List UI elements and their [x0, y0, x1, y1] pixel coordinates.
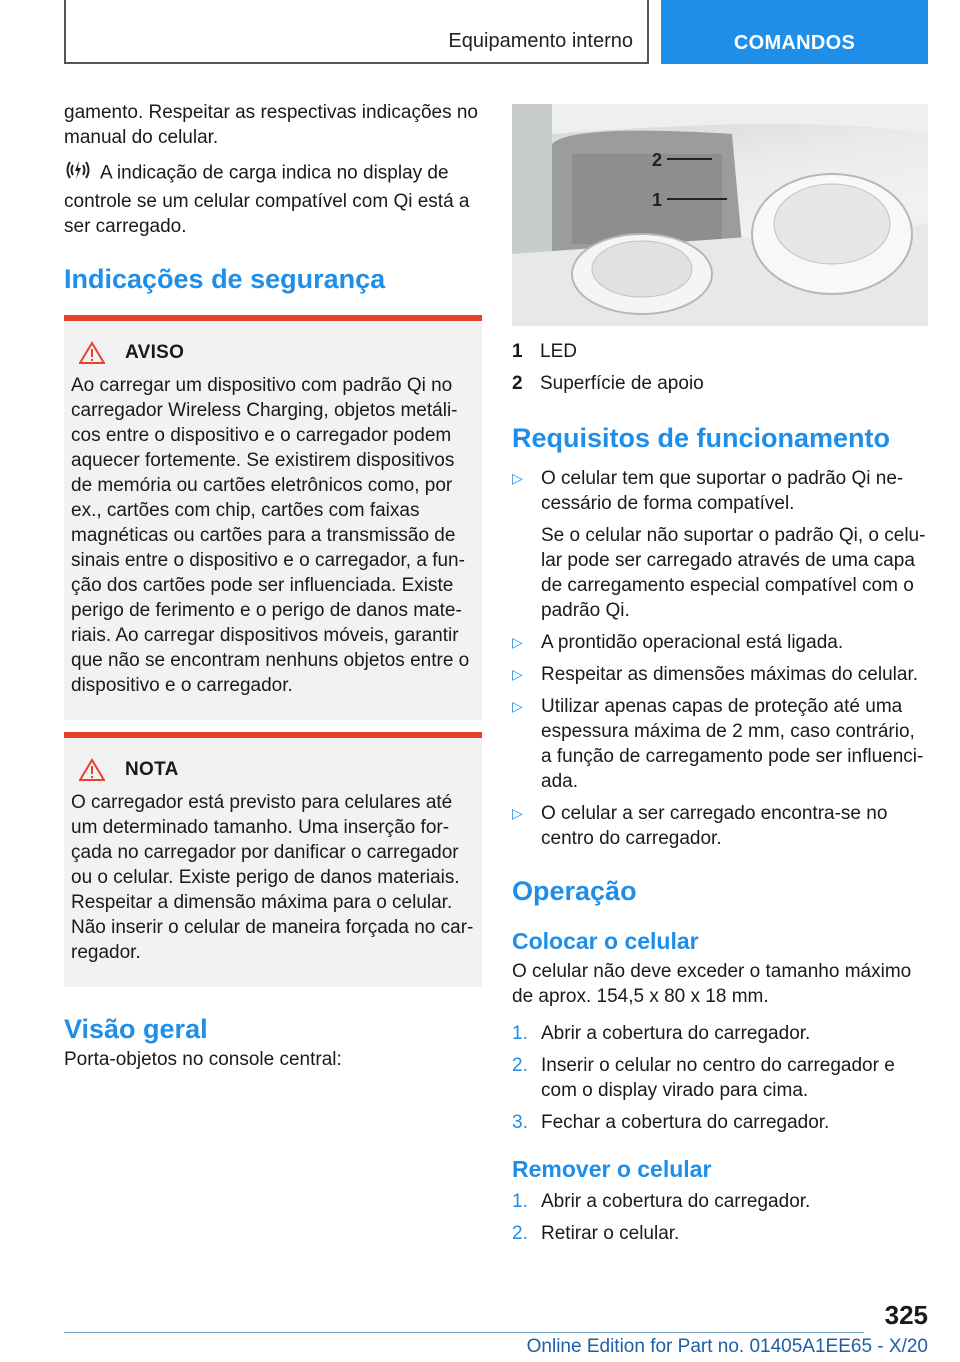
- charge-indicator-paragraph: [64, 158, 482, 239]
- wireless-charging-icon: [64, 158, 100, 189]
- list-item: 1. Abrir a cobertura do carregador.: [512, 1023, 811, 1044]
- chapter-title: COMANDOS: [733, 32, 856, 54]
- figure-legend: [512, 336, 928, 400]
- list-item: 3. Fechar a cobertura do carregador.: [512, 1112, 830, 1133]
- callout-1: 1: [652, 190, 663, 210]
- note-label: NOTA: [125, 759, 179, 780]
- warning-label: AVISO: [125, 342, 185, 363]
- triangle-bullet-icon: ▷: [512, 470, 523, 486]
- triangle-bullet-icon: ▷: [512, 666, 523, 682]
- note-text: O carregador está previsto para celulares até um determinado tamanho. Uma inserção forçada no carregador por danificar o carregador ou o celular. Existe perigo de danos materiais. Respeitar a dimensão máxima para o celular. Não inserir o celular de maneira forçada no carregador.: [71, 792, 474, 963]
- footer-divider: [64, 1332, 864, 1333]
- remove-steps-list: [512, 1189, 928, 1246]
- legend-item: 2 Superfície de apoio: [512, 373, 704, 394]
- callout-2: 2: [652, 150, 663, 170]
- triangle-bullet-icon: ▷: [512, 698, 523, 714]
- note-box: [64, 732, 482, 987]
- list-item: ▷ O celular a ser carregado encontra-se no centro do carregador.: [512, 803, 888, 849]
- place-phone-paragraph: O celular não deve exceder o tamanho máximo de aprox. 154,5 x 80 x 18 mm.: [512, 961, 912, 1007]
- chapter-tab: [661, 0, 928, 64]
- place-steps-list: [512, 1021, 928, 1135]
- list-item: ▷ Respeitar as dimensões máximas do celular.: [512, 664, 919, 685]
- warning-triangle-icon: [79, 341, 105, 365]
- list-item: ▷ A prontidão operacional está ligada.: [512, 632, 844, 653]
- page-number: 325: [884, 1300, 928, 1330]
- list-item: ▷ O celular tem que suportar o padrão Qi necessário de forma compatível. Se o celular não suportar o padrão Qi, o celular pode ser carregado através de uma capa de carregamento especial compatível com o padrão Qi.: [512, 468, 926, 621]
- section-title: Equipamento interno: [448, 30, 633, 52]
- place-phone-heading: Colocar o celular: [512, 928, 699, 954]
- console-illustration: [512, 104, 928, 326]
- overview-paragraph: Porta-objetos no console central:: [64, 1049, 342, 1070]
- section-tab: [64, 0, 649, 64]
- legend-item: 1 LED: [512, 341, 577, 362]
- requirements-heading: Requisitos de funcionamento: [512, 423, 891, 453]
- list-item: 2. Retirar o celular.: [512, 1223, 680, 1244]
- warning-box: [64, 315, 482, 720]
- list-item: ▷ Utilizar apenas capas de proteção até uma espessura máxima de 2 mm, caso contrário, a função de carregamento pode ser influenciada.: [512, 696, 924, 792]
- remove-phone-heading: Remover o celular: [512, 1156, 712, 1182]
- overview-heading: Visão geral: [64, 1014, 208, 1044]
- warning-triangle-icon: [79, 758, 105, 782]
- note-header: [71, 756, 475, 784]
- console-figure: [512, 104, 928, 326]
- safety-heading: Indicações de segurança: [64, 264, 386, 294]
- page-header: [64, 0, 928, 64]
- right-column: [512, 104, 928, 1253]
- warning-text: Ao carregar um dispositivo com padrão Qi no carregador Wireless Charging, objetos metálicos entre o dispositivo e o carregador podem aquecer fortemente. Se existirem dispositivos de memória ou cartões eletrônicos como, por ex., cartões com chip, cartões com faixas magnéticas ou cartões para a transmissão de sinais entre o dispositivo e o carregador, a função dos cartões pode ser influenciada. Existe perigo de ferimento e o perigo de danos materiais. Ao carregar dispositivos móveis, garantir que não se encontram nenhuns objetos entre o dispositivo e o carregador.: [71, 375, 470, 696]
- triangle-bullet-icon: ▷: [512, 634, 523, 650]
- list-item: 1. Abrir a cobertura do carregador.: [512, 1191, 811, 1212]
- footer-edition-text: Online Edition for Part no. 01405A1EE65 - X/20: [526, 1336, 928, 1357]
- operation-heading: Operação: [512, 876, 637, 906]
- charge-indicator-text: A indicação de carga indica no display de controle se um celular compatível com Qi está a ser carregado.: [64, 162, 470, 237]
- list-item: 2. Inserir o celular no centro do carregador e com o display virado para cima.: [512, 1055, 895, 1101]
- intro-paragraph: gamento. Respeitar as respectivas indicações no manual do celular.: [64, 102, 479, 148]
- triangle-bullet-icon: ▷: [512, 805, 523, 821]
- requirements-list: [512, 466, 928, 851]
- warning-header: [71, 339, 475, 367]
- left-column: [64, 100, 482, 1072]
